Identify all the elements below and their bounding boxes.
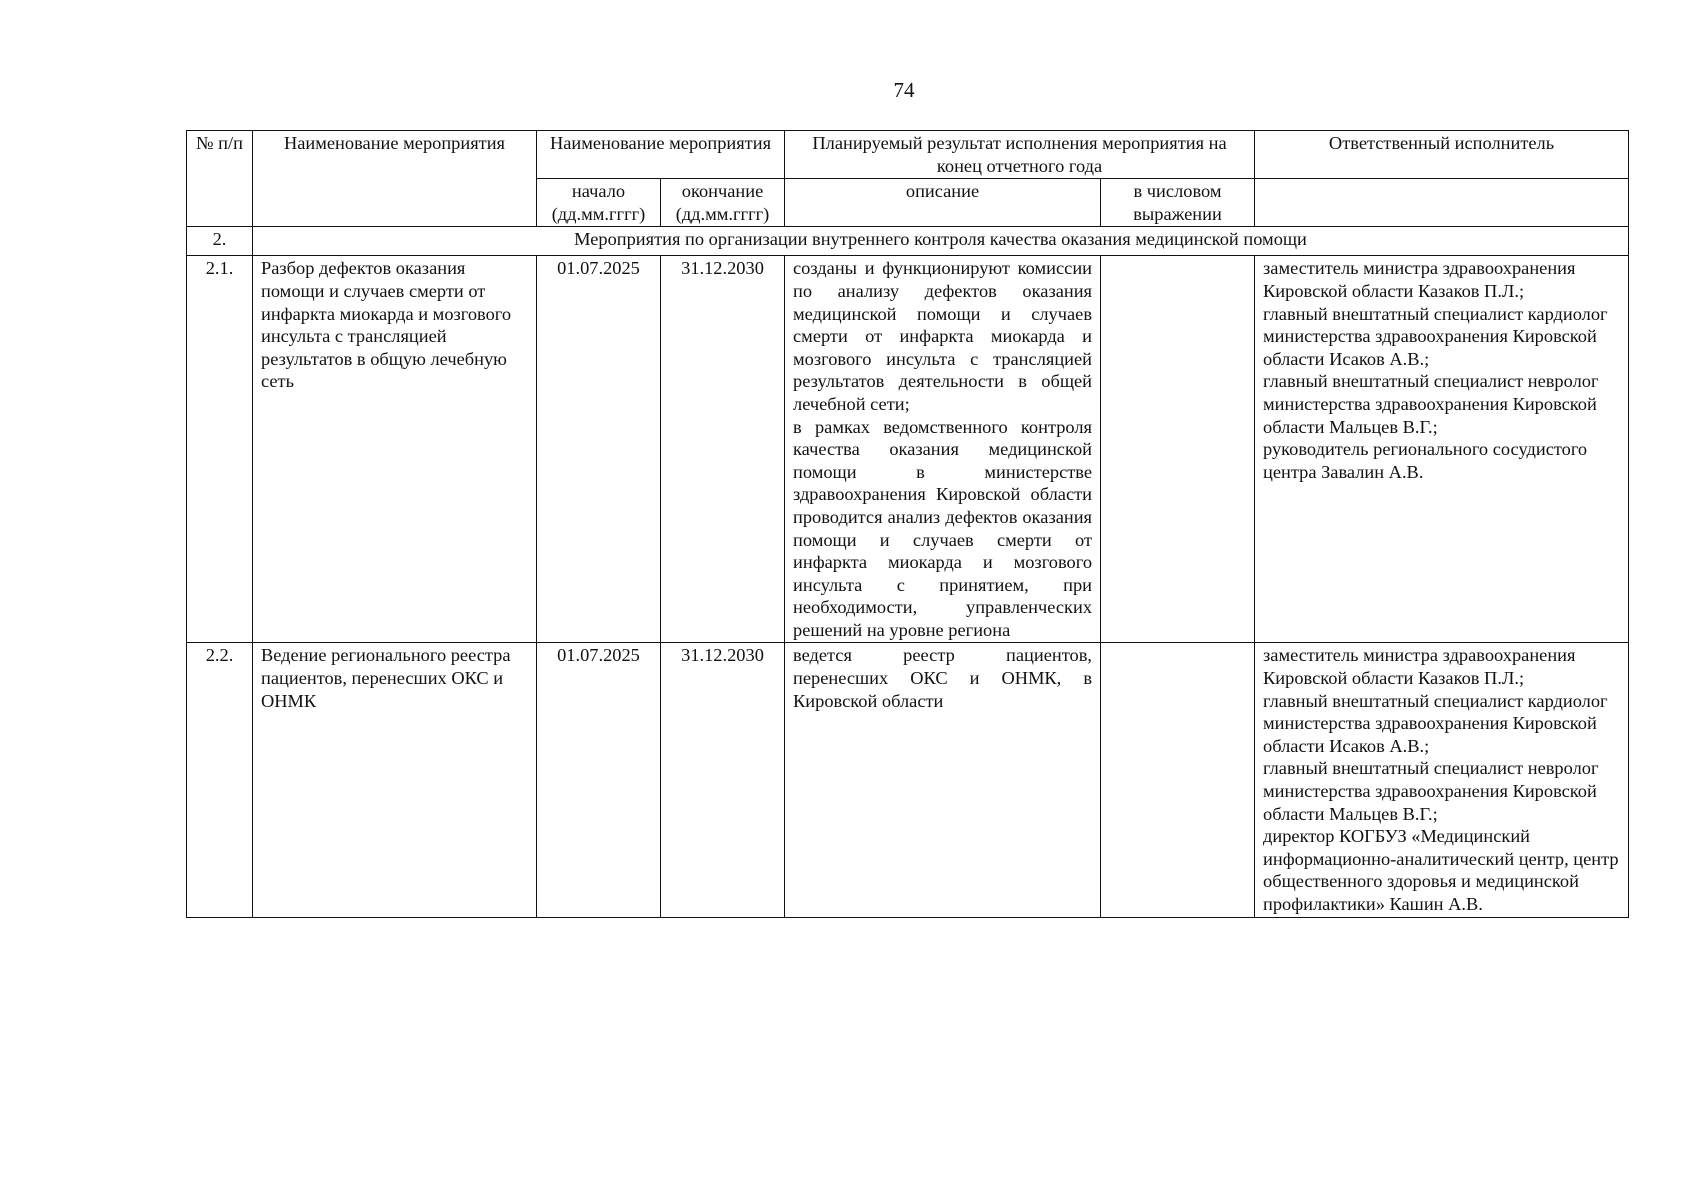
row-executor xyxy=(1255,643,1629,917)
executor-line: главный внештатный специалист невролог министерства здравоохранения Кировской области Мальцев В.Г.; xyxy=(1263,758,1599,824)
header-numeric: в числовом выражении xyxy=(1101,179,1255,227)
row-name: Разбор дефектов оказания помощи и случаев смерти от инфаркта миокарда и мозгового инсульта с трансляцией результатов в общую лечебную сеть xyxy=(253,256,537,643)
row-description xyxy=(785,256,1101,643)
row-end-date: 31.12.2030 xyxy=(661,643,785,917)
header-num: № п/п xyxy=(187,131,253,227)
executor-line: главный внештатный специалист кардиолог министерства здравоохранения Кировской области Исаков А.В.; xyxy=(1263,690,1608,756)
row-name: Ведение регионального реестра пациентов, перенесших ОКС и ОНМК xyxy=(253,643,537,917)
header-end: окончание (дд.мм.гггг) xyxy=(661,179,785,227)
row-numeric xyxy=(1101,643,1255,917)
table-row xyxy=(187,256,1629,643)
row-executor xyxy=(1255,256,1629,643)
row-description-part: ведется реестр пациентов, перенесших ОКС и ОНМК, в Кировской области xyxy=(793,645,1093,711)
header-executor: Ответственный исполнитель xyxy=(1255,131,1629,179)
executor-line: директор КОГБУЗ «Медицинский информационно-аналитический центр, центр общественного здоровья и медицинской профилактики» Кашин А.В. xyxy=(1263,826,1619,914)
row-start-date: 01.07.2025 xyxy=(537,256,661,643)
executor-line: заместитель министра здравоохранения Кировской области Казаков П.Л.; xyxy=(1263,645,1576,689)
header-dates-group: Наименование мероприятия xyxy=(537,131,785,179)
row-start-date: 01.07.2025 xyxy=(537,643,661,917)
measures-table xyxy=(186,130,1629,918)
table-header-row xyxy=(187,131,1629,179)
executor-line: руководитель регионального сосудистого центра Завалин А.В. xyxy=(1263,439,1588,482)
row-description xyxy=(785,643,1101,917)
header-description: описание xyxy=(785,179,1101,227)
row-description-part: созданы и функционируют комиссии по анализу дефектов оказания медицинской помощи и случаев смерти от инфаркта миокарда и мозгового инсульта с трансляцией результатов деятельности в общей лечебной сети; xyxy=(793,258,1093,414)
header-result-group: Планируемый результат исполнения мероприятия на конец отчетного года xyxy=(785,131,1255,179)
section-num: 2. xyxy=(187,227,253,256)
executor-line: главный внештатный специалист кардиолог министерства здравоохранения Кировской области Исаков А.В.; xyxy=(1263,303,1608,369)
header-executor-empty xyxy=(1255,179,1629,227)
executor-line: главный внештатный специалист невролог министерства здравоохранения Кировской области Мальцев В.Г.; xyxy=(1263,371,1599,437)
section-title: Мероприятия по организации внутреннего контроля качества оказания медицинской помощи xyxy=(253,227,1629,256)
row-description-part: в рамках ведомственного контроля качества оказания медицинской помощи в министерстве здравоохранения Кировской области проводится анализ дефектов оказания помощи и случаев смерти от инфаркта миокарда и мозгового инсульта с принятием, при необходимости, управленческих решений на уровне региона xyxy=(793,416,1093,640)
row-num: 2.1. xyxy=(187,256,253,643)
page-number: 74 xyxy=(893,78,915,102)
section-row xyxy=(187,227,1629,256)
executor-line: заместитель министра здравоохранения Кировской области Казаков П.Л.; xyxy=(1263,258,1576,301)
row-end-date: 31.12.2030 xyxy=(661,256,785,643)
header-start: начало (дд.мм.гггг) xyxy=(537,179,661,227)
row-num: 2.2. xyxy=(187,643,253,917)
header-name: Наименование мероприятия xyxy=(253,131,537,227)
row-numeric xyxy=(1101,256,1255,643)
table-row xyxy=(187,643,1629,917)
